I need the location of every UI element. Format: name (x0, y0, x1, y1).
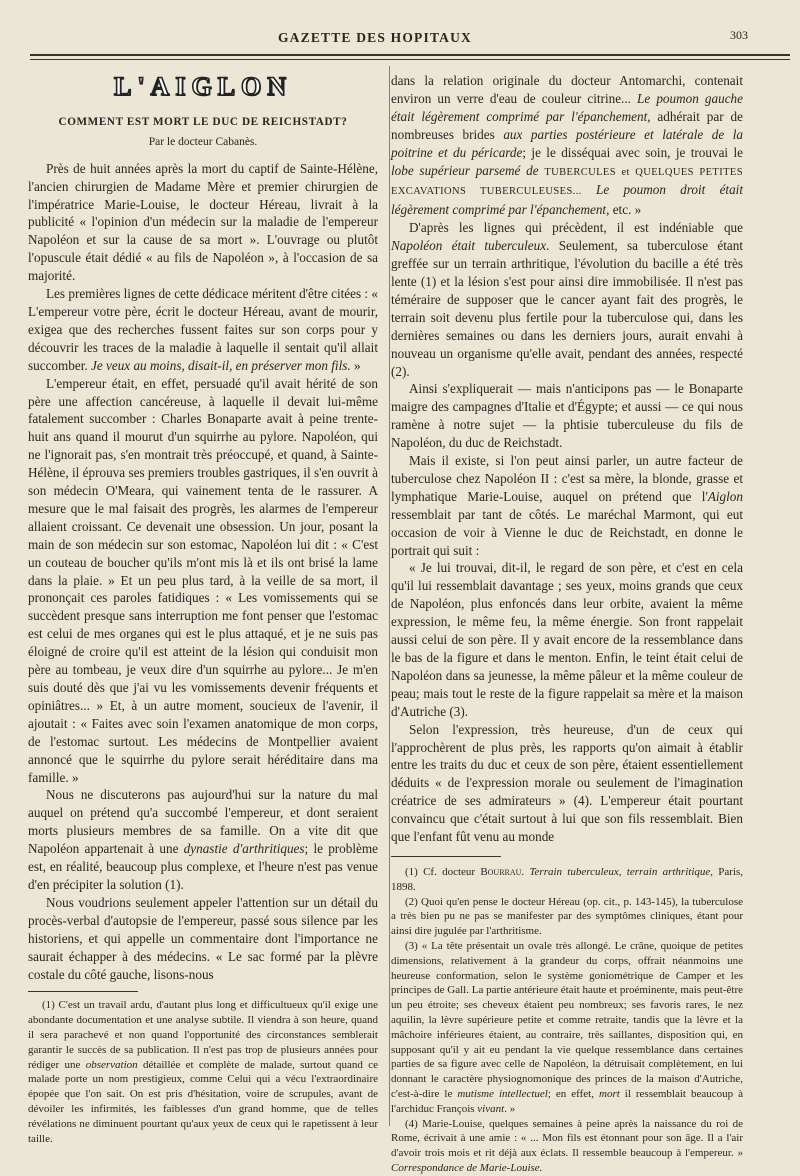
article-title-block (28, 72, 378, 101)
paragraph: D'après les lignes qui précèdent, il est indéniable que Napoléon était tuberculeux. Seulement, sa tuberculose étant greffée sur un terrain arthritique, l'évolution du bacille a été très lente (1) et la lésion s'est pour ainsi dire immobilisée. Il n'est pas téméraire de supposer que le cancer ayant fait des progrès, le terrain soit devenu plus fertile pour la tuberculose qui, dans les dernières semaines ou dans les derniers jours, aurait envahi à nouveau un organisme qu'elle avait, pendant des années, respecté (2). (391, 220, 743, 379)
right-column (391, 72, 743, 1176)
paragraph: dans la relation originale du docteur Antomarchi, contenait environ un verre d'eau de couleur citrine... Le poumon gauche était légèrement comprimé par l'épanchement, adhérait par de nombreuses brides aux parties postérieure et latérale de la poitrine et du péricarde; je le disséquai avec soin, je trouvai le lobe supérieur parsemé de TUBERCULES et QUELQUES PETITES EXCAVATIONS TUBERCULEUSES... Le poumon droit était légèrement comprimé par l'épanchement, etc. » (391, 73, 744, 218)
paragraph: Nous voudrions seulement appeler l'attention sur un détail du procès-verbal d'autopsie de l'empereur, passé sous silence par les historiens, et qui appelle un commentaire dont l'importance ne saurait échapper à des médecins. « Le sac formé par la plèvre costale du côté gauche, lisons-nous (28, 894, 378, 982)
paragraph: Près de huit années après la mort du captif de Sainte-Hélène, l'ancien chirurgien de Madame Mère et premier chirurgien de l'impératrice Marie-Louise, le docteur Héreau, livrait à la publicité « l'opinion d'un médecin sur la maladie de l'empereur Napoléon et sur la cause de sa mort ». L'ouvrage ou plutôt l'opuscule était dédié « au fils de Napoléon », à l'occasion de sa majorité. (28, 160, 378, 284)
column-divider (389, 66, 390, 1126)
footnote-rule (28, 991, 138, 992)
paragraph: Nous ne discuterons pas aujourd'hui sur la nature du mal auquel on prétend qu'a succombé l'empereur, et dont seraient morts plusieurs membres de sa famille. On a vite dit que Napoléon appartenait à une dynastie d'arthritiques; le problème est, en réalité, beaucoup plus complexe, et l'heure n'est pas venue d'en précipiter la solution (1). (28, 787, 378, 892)
paragraph: Les premières lignes de cette dédicace méritent d'être citées : « L'empereur votre père, écrit le docteur Héreau, avant de mourir, exigea que des recherches fussent faites sur son corps pour y découvrir les traces de la maladie à laquelle il sentait qu'il allait succomber. Je veux au moins, disait-il, en préserver mon fils. » (28, 286, 378, 373)
footnote: (2) Quoi qu'en pense le docteur Héreau (op. cit., p. 143-145), la tuberculose a très bien pu ne pas se manifester par des symptômes cliniques, étant pour ainsi dire jugulée par l'arthritisme. (391, 895, 743, 938)
paragraph: « Je lui trouvai, dit-il, le regard de son père, et c'est en cela qu'il lui ressemblait davantage ; ses yeux, moins grands que ceux de Napoléon, plus enfoncés dans leur orbite, avaient la même expression, le même feu, la même énergie. Son front rappelait aussi celui de son père. Il y avait encore de la ressemblance dans le bas de la figure et dans le menton. Enfin, le teint était celui de Napoléon dans sa jeunesse, la même pâleur et la même couleur de peau; mais tout le reste de la figure rappelait sa mère et la maison d'Autriche (3). (391, 560, 743, 719)
page-number: 303 (730, 28, 748, 42)
footnote-rule (391, 856, 501, 857)
footnotes-right (391, 865, 743, 1176)
footnote: (4) Marie-Louise, quelques semaines à peine après la naissance du roi de Rome, écrivait à une amie : « ... Mon fils est étonnant pour son âge. Il a l'air d'avoir trois mois et rit déjà aux éclats. Il ressemble beaucoup à l'empereur. » Correspondance de Marie-Louise. (391, 1117, 743, 1174)
article-subtitle: COMMENT EST MORT LE DUC DE REICHSTADT? (58, 115, 348, 128)
paragraph: Ainsi s'expliquerait — mais n'anticipons pas — le Bonaparte maigre des campagnes d'Italie et d'Égypte; et aussi — ce qui nous ramène à notre sujet — la phtisie tuberculeuse du fils de Napoléon, du duc de Reichstadt. (391, 381, 743, 451)
footnote: (3) « La tête présentait un ovale très allongé. Le crâne, quoique de petites dimensions, relativement à la grandeur du corps, offrait néanmoins une heureuse conformation, selon le système goniométrique de Camper et les principes de Gall. La partie antérieure était haute et proéminente, mais peut-être un peu étroite; ses cheveux étaient peu nombreux; ses favoris rares, le nez aquilin, la lèvre supérieure petite et comme retraite, tandis que la lèvre et la mâchoire inférieures étaient, au contraire, très saillantes, disposition qui, en supposant qu'il y ait eu pendant la vie quelque ressemblance dans certaines parties de sa figure avec celle de Napoléon, la détruisait complètement, en lui donnant le caractère physiognomonique des princes de la maison d'Autriche, c'est-à-dire le mutisme intellectuel; en effet, mort il ressemblait beaucoup à l'archiduc François vivant. » (391, 939, 744, 1115)
paragraph: L'empereur était, en effet, persuadé qu'il avait hérité de son père une affection cancéreuse, à laquelle il devait lui-même fatalement succomber : Charles Bonaparte avait à peine trente-huit ans quand il mourut d'un squirrhe au pylore. Napoléon, qui ne l'ignorait pas, s'en montrait très préoccupé, et quand, à Sainte-Hélène, il éprouva ses premiers troubles gastriques, il s'en ouvrit à son médecin O'Meara, qui vainement tenta de le rassurer. A mesure que le mal faisait des progrès, les alarmes de l'empereur allaient croissant. Ce devenait une obsession. Un jour, posant la main de son médecin sur son estomac, Napoléon lui dit : « C'est un couteau de boucher qu'ils m'ont mis là et ils ont brisé la lame dans la plaie. » Et un peu plus tard, à la veille de sa mort, il prononçait ces paroles fatidiques : « Les vomissements qui se succèdent presque sans interruption me font penser que l'estomac est celui de mes organes qui est le plus attaqué, et je ne suis pas éloigné de croire qu'il est atteint de la lésion qui conduisit mon père au tombeau, je veux dire d'un squirrhe au pylore... Je m'en suis douté dès que j'ai vu les vomissements devenir fréquents et opiniâtres... » Et, à un autre moment, soucieux de l'avenir, il ajoutait : « Faites avec soin l'examen anatomique de mon corps, de l'estomac surtout. Les médecins de Montpellier avaient annoncé que le squirrhe du pylore serait héréditaire dans ma famille. » (28, 375, 378, 785)
footnote: (1) C'est un travail ardu, d'autant plus long et difficultueux qu'il exige une abondante documentation et une analyse subtile. Il viendra à son heure, quand il sera parachevé et non quand l'opportunité des circonstances semblerait garantir le succès de sa publication. Il n'est pas trop de plusieurs années pour rédiger une observation détaillée et complète de malade, surtout quand ce malade porte un nom prestigieux, comme Celui qui a vécu l'extraordinaire épopée que l'on sait. On est pris d'hésitation, voire de scrupules, avant de dévoiler les infirmités, les faiblesses d'un grand homme, que de telles révélations ne diminuent pourtant qu'aux yeux de ceux qui le rapetissent à leur taille. (28, 999, 379, 1145)
paragraph: Selon l'expression, très heureuse, d'un de ceux qui l'approchèrent de plus près, les rapports qu'on aimait à établir entre les traits du duc et ceux de son père, étaient essentiellement déduits « de l'expression morale ou seulement de l'imagination créatrice de ses admirateurs » (4). L'empereur était pourtant convaincu que c'était surtout à lui que son fils ressemblait. Bien que l'enfant fût venu au monde (391, 721, 743, 845)
header-rule-thick (30, 54, 790, 56)
left-column (28, 70, 378, 1146)
running-title: GAZETTE DES HOPITAUX (277, 30, 473, 45)
running-head (0, 30, 800, 50)
header-rule-thin (30, 59, 790, 60)
footnote: (1) Cf. docteur Bourrau. Terrain tuberculeux, terrain arthritique, Paris, 1898. (391, 865, 744, 893)
paragraph: Mais il existe, si l'on peut ainsi parler, un autre facteur de tuberculose chez Napoléon II : c'est sa mère, la blonde, grasse et lymphatique Marie-Louise, auquel on prétend que l'Aiglon ressemblait par tant de côtés. Le maréchal Marmont, qui eut occasion de voir à Vienne le duc de Reichstadt, en donne le portrait qui suit : (391, 453, 743, 558)
footnotes-left (28, 998, 378, 1146)
byline: Par le docteur Cabanès. (148, 135, 258, 148)
article-title: L'AIGLON (113, 72, 293, 101)
